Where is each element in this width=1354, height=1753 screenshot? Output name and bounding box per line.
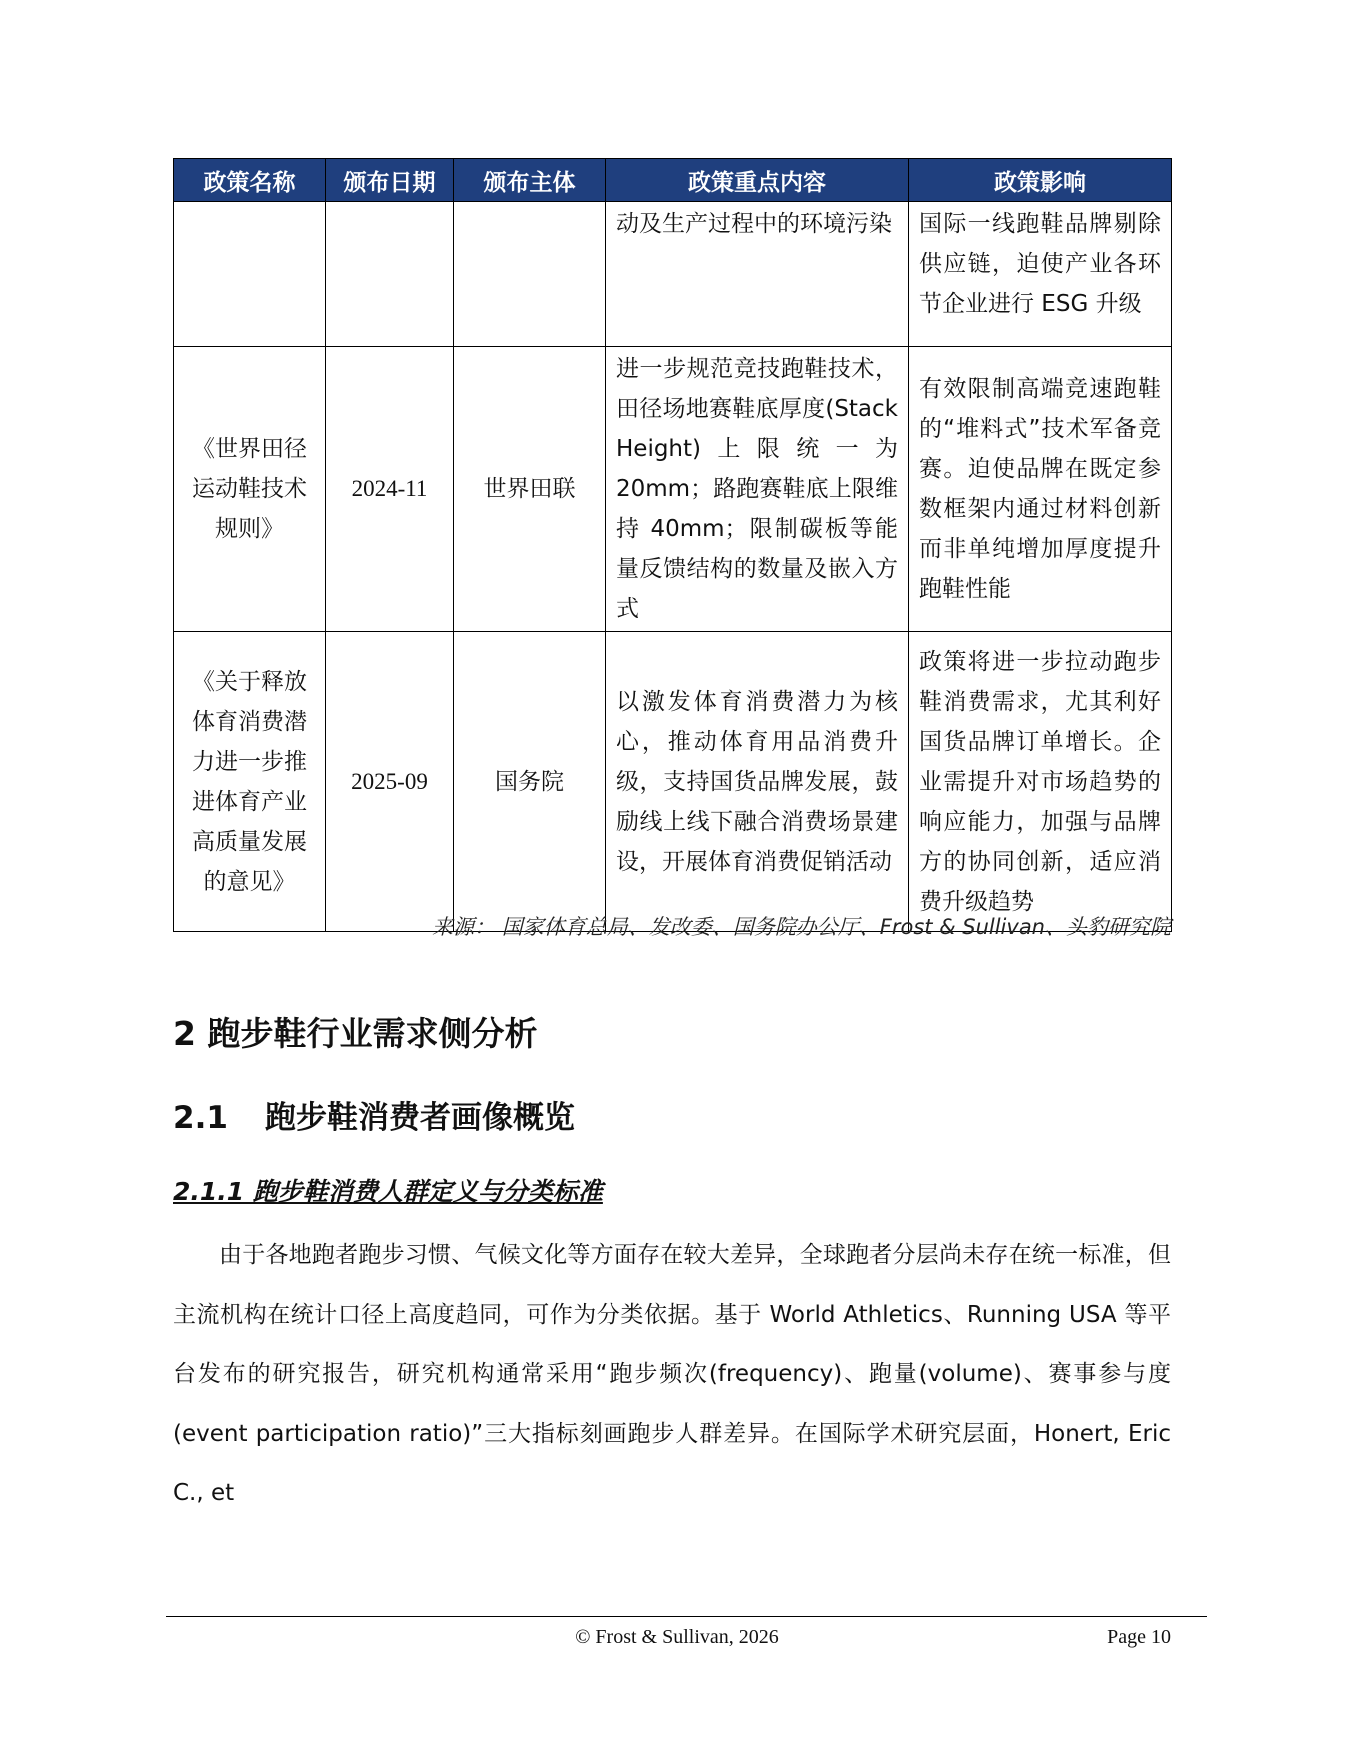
impact-cell: 国际一线跑鞋品牌剔除供应链，迫使产业各环节企业进行 ESG 升级 <box>909 202 1172 347</box>
section-heading-2: 2 跑步鞋行业需求侧分析 <box>173 1014 538 1053</box>
policy-name-cell <box>174 202 326 347</box>
issue-date-cell: 2024-11 <box>326 347 454 632</box>
table-source-note: 来源： 国家体育总局、发改委、国务院办公厅、Frost & Sullivan、头豹研究院 <box>432 915 1171 939</box>
impact-cell: 政策将进一步拉动跑步鞋消费需求，尤其利好国货品牌订单增长。企业需提升对市场趋势的响应能力，加强与品牌方的协同创新，适应消费升级趋势 <box>909 632 1172 932</box>
header-key-content: 政策重点内容 <box>606 159 909 202</box>
subsection-heading-2-1 <box>173 1092 575 1137</box>
header-impact: 政策影响 <box>909 159 1172 202</box>
subsubsection-heading-2-1-1: 2.1.1 跑步鞋消费人群定义与分类标准 <box>173 1177 603 1206</box>
issue-date-cell <box>326 202 454 347</box>
issuer-cell: 世界田联 <box>454 347 606 632</box>
subsection-title: 跑步鞋消费者画像概览 <box>265 1100 575 1136</box>
table-row <box>174 202 1172 347</box>
subsection-number: 2.1 <box>173 1100 228 1136</box>
policy-name-cell: 《世界田径运动鞋技术规则》 <box>174 347 326 632</box>
footer-page-number: Page 10 <box>1107 1626 1171 1648</box>
issue-date-cell: 2025-09 <box>326 632 454 932</box>
header-policy-name: 政策名称 <box>174 159 326 202</box>
footer-divider <box>166 1616 1207 1617</box>
header-issue-date: 颁布日期 <box>326 159 454 202</box>
table-row <box>174 632 1172 932</box>
impact-cell: 有效限制高端竞速跑鞋的“堆料式”技术军备竞赛。迫使品牌在既定参数框架内通过材料创新而非单纯增加厚度提升跑鞋性能 <box>909 347 1172 632</box>
body-paragraph: 由于各地跑者跑步习惯、气候文化等方面存在较大差异，全球跑者分层尚未存在统一标准，但主流机构在统计口径上高度趋同，可作为分类依据。基于 World Athletics、Running USA 等平台发布的研究报告，研究机构通常采用“跑步频次(frequency)、跑量(volume)、赛事参与度(event participation ratio)”三大指标刻画跑步人群差异。在国际学术研究层面，Honert, Eric C., et <box>173 1242 1171 1506</box>
footer-copyright: © Frost & Sullivan, 2026 <box>575 1626 779 1648</box>
table-row <box>174 347 1172 632</box>
key-content-cell: 进一步规范竞技跑鞋技术，田径场地赛鞋底厚度(Stack Height)上限统一为 20mm；路跑赛鞋底上限维持 40mm；限制碳板等能量反馈结构的数量及嵌入方式 <box>606 347 909 632</box>
key-content-cell: 动及生产过程中的环境污染 <box>606 202 909 347</box>
table-header-row <box>174 159 1172 202</box>
issuer-cell: 国务院 <box>454 632 606 932</box>
issuer-cell <box>454 202 606 347</box>
policy-name-cell: 《关于释放体育消费潜力进一步推进体育产业高质量发展的意见》 <box>174 632 326 932</box>
key-content-cell: 以激发体育消费潜力为核心，推动体育用品消费升级，支持国货品牌发展，鼓励线上线下融合消费场景建设，开展体育消费促销活动 <box>606 632 909 932</box>
header-issuer: 颁布主体 <box>454 159 606 202</box>
policy-table <box>173 158 1172 932</box>
